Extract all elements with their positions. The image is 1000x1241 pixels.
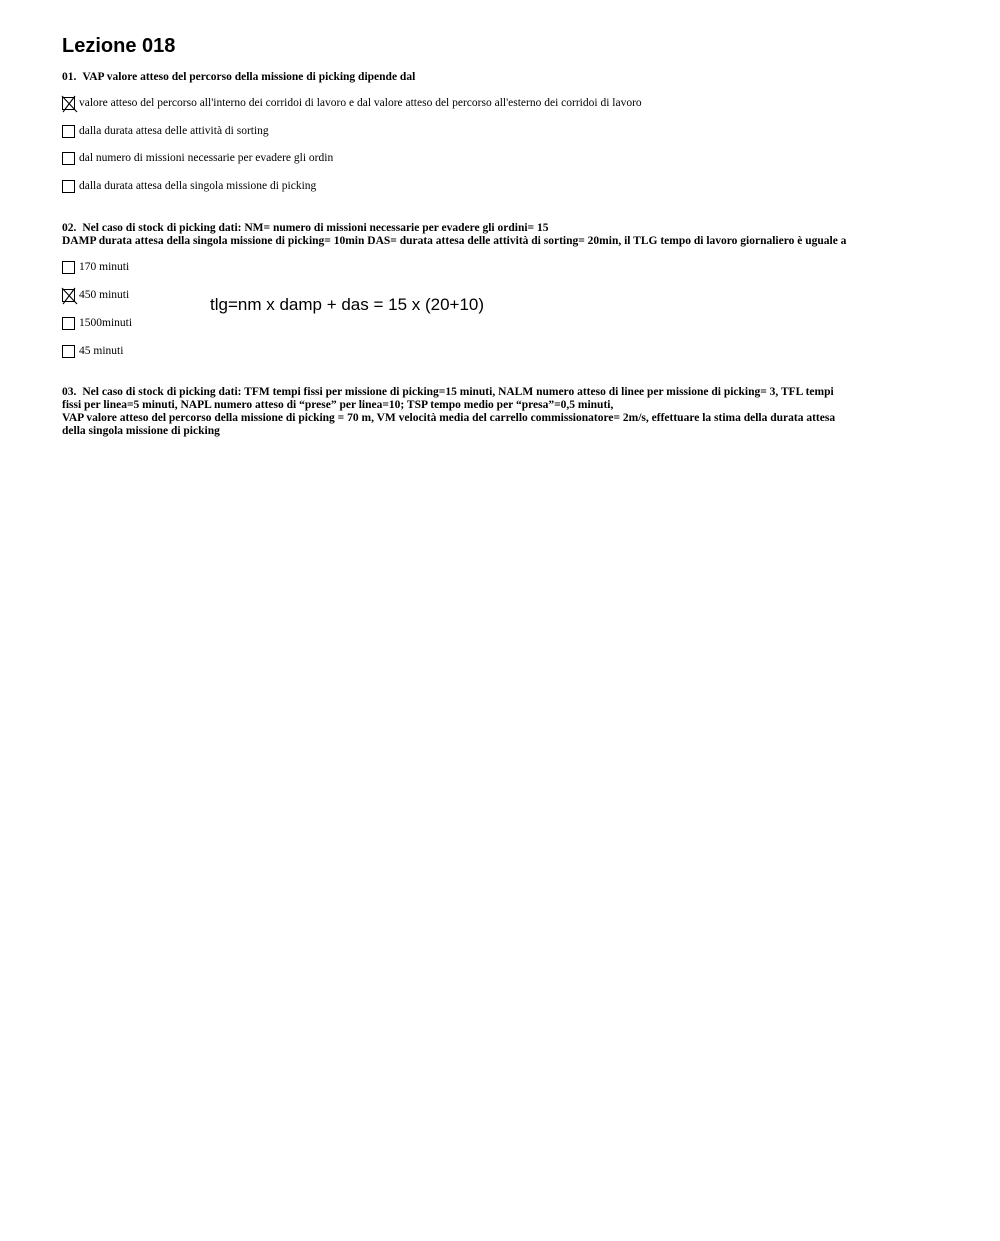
handwritten-annotation: tlg=nm x damp + das = 15 x (20+10) xyxy=(210,295,485,314)
q02-option-4[interactable] xyxy=(62,343,123,359)
checkbox[interactable] xyxy=(62,317,75,330)
checkbox[interactable] xyxy=(62,345,75,358)
option-label: 1500minuti xyxy=(79,317,133,329)
option-label: 45 minuti xyxy=(79,345,124,357)
page-title: Lezione 018 xyxy=(62,35,176,57)
checkbox-checked[interactable] xyxy=(62,97,75,110)
checkbox[interactable] xyxy=(62,152,75,165)
checkbox-checked[interactable] xyxy=(62,289,75,302)
question-01-text xyxy=(62,71,942,84)
q01-option-1[interactable] xyxy=(62,95,642,111)
question-line: VAP valore atteso del percorso della missione di picking dipende dal xyxy=(82,71,416,83)
checkbox[interactable] xyxy=(62,125,75,138)
checkbox[interactable] xyxy=(62,261,75,274)
question-03-text xyxy=(62,386,942,399)
question-03 xyxy=(62,386,942,438)
question-line: fissi per linea=5 minuti, NAPL numero atteso di “prese” per linea=10; TSP tempo medio per “presa”=0,5 minuti, xyxy=(62,399,614,411)
option-label: dal numero di missioni necessarie per evadere gli ordin xyxy=(79,152,334,164)
option-label: dalla durata attesa della singola missione di picking xyxy=(79,180,317,192)
option-label: dalla durata attesa delle attività di sorting xyxy=(79,125,269,137)
q01-option-2[interactable] xyxy=(62,123,269,139)
question-02-text xyxy=(62,222,942,235)
q02-option-1[interactable] xyxy=(62,259,129,275)
question-line: VAP valore atteso del percorso della missione di picking = 70 m, VM velocità media del carrello commissionatore= 2m/s, effettuare la stima della durata attesa xyxy=(62,412,836,424)
check-x-icon xyxy=(61,95,78,113)
q01-option-3[interactable] xyxy=(62,150,333,166)
question-line: della singola missione di picking xyxy=(62,425,220,437)
question-02 xyxy=(62,222,942,248)
q01-option-4[interactable] xyxy=(62,178,316,194)
question-line: Nel caso di stock di picking dati: TFM tempi fissi per missione di picking=15 minuti, NALM numero atteso di linee per missione di picking= 3, TFL tempi xyxy=(82,386,834,398)
option-label: valore atteso del percorso all'interno dei corridoi di lavoro e dal valore atteso del percorso all'esterno dei corridoi di lavoro xyxy=(79,97,642,109)
checkbox[interactable] xyxy=(62,180,75,193)
option-label: 170 minuti xyxy=(79,261,130,273)
question-number: 03. xyxy=(62,386,77,398)
q02-option-2[interactable] xyxy=(62,287,129,303)
question-01 xyxy=(62,71,942,84)
question-number: 02. xyxy=(62,222,77,234)
q02-option-3[interactable] xyxy=(62,315,132,331)
check-x-icon xyxy=(61,287,78,305)
option-label: 450 minuti xyxy=(79,289,130,301)
question-line: Nel caso di stock di picking dati: NM= numero di missioni necessarie per evadere gli ordini= 15 xyxy=(82,222,549,234)
question-number: 01. xyxy=(62,71,77,83)
question-line: DAMP durata attesa della singola missione di picking= 10min DAS= durata attesa delle attività di sorting= 20min, il TLG tempo di lavoro giornaliero è uguale a xyxy=(62,235,847,247)
